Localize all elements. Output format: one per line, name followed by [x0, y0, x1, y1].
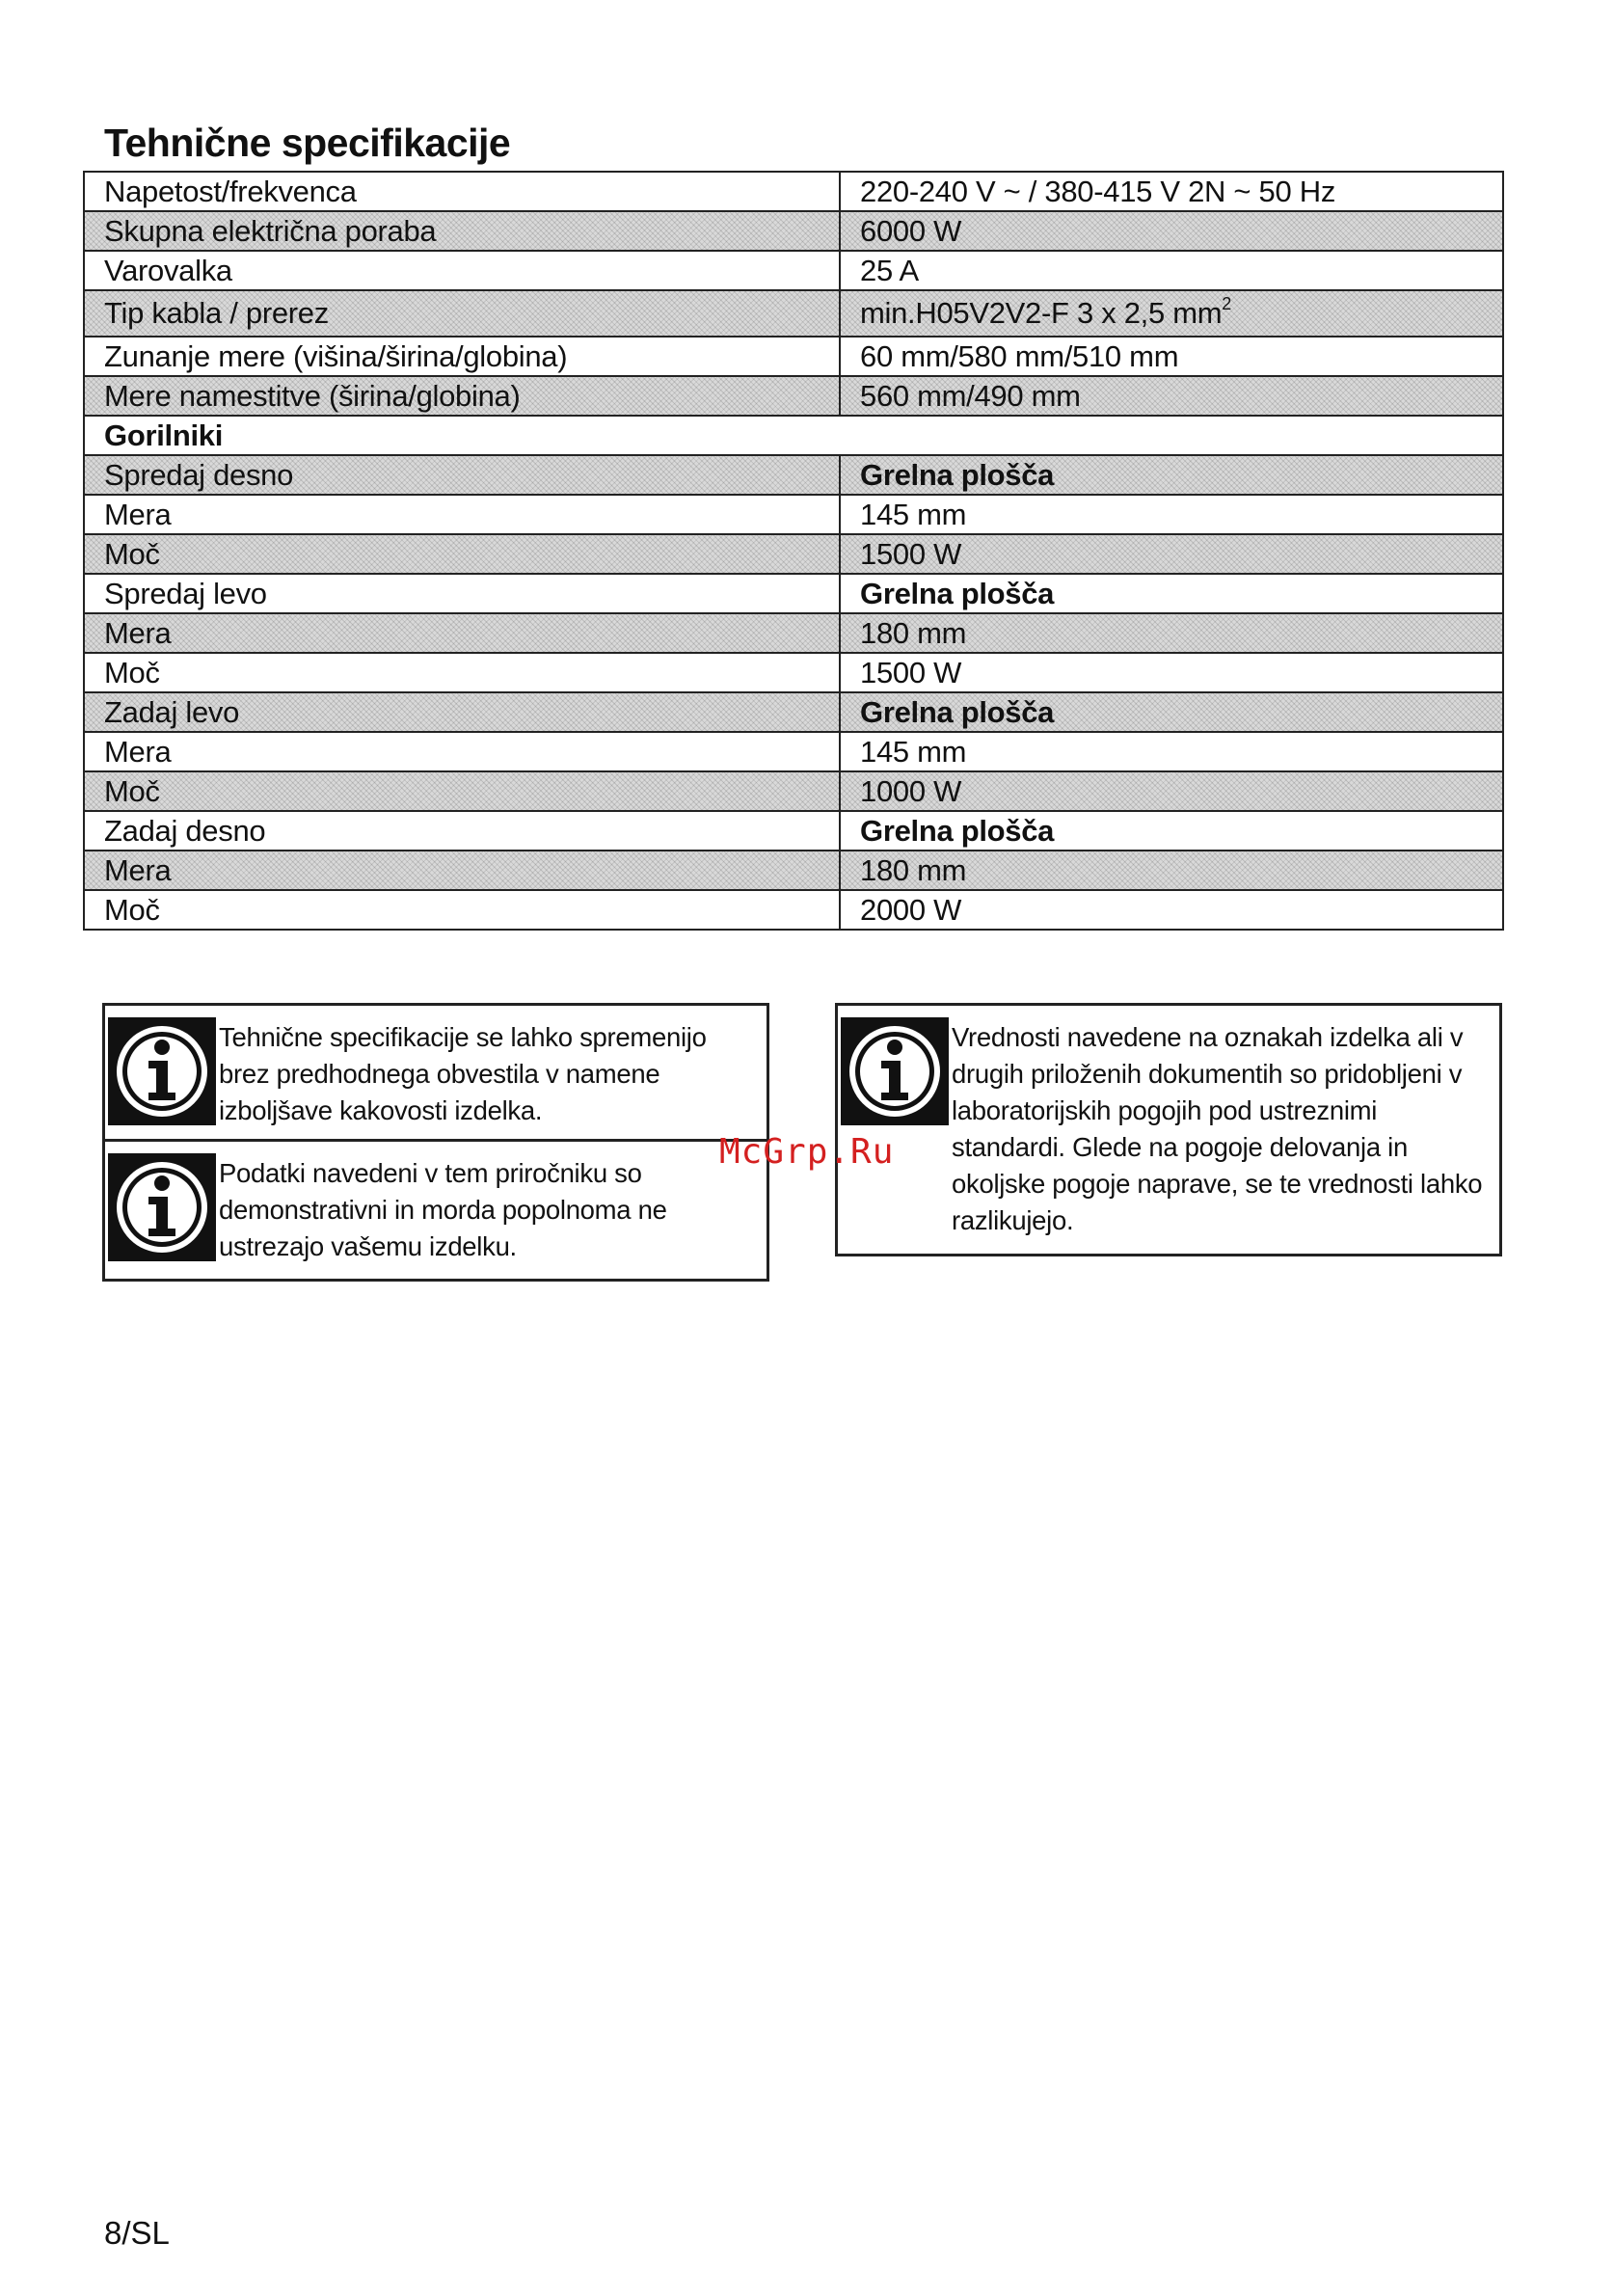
table-row [84, 771, 1503, 811]
notes-box-right [835, 1003, 1502, 1256]
burner-size: 180 mm [840, 613, 1503, 653]
table-row [84, 251, 1503, 290]
spec-label: Tip kabla / prerez [84, 290, 840, 337]
burner-position: Zadaj levo [84, 692, 840, 732]
burner-size: 145 mm [840, 732, 1503, 771]
table-row [84, 455, 1503, 495]
burner-type: Grelna plošča [840, 811, 1503, 851]
table-row [84, 574, 1503, 613]
info-icon [108, 1153, 216, 1261]
spec-value: 6000 W [840, 211, 1503, 251]
burner-type: Grelna plošča [840, 455, 1503, 495]
specifications-table [83, 171, 1504, 931]
table-row [84, 692, 1503, 732]
table-row [84, 495, 1503, 534]
burner-type: Grelna plošča [840, 692, 1503, 732]
table-row [84, 851, 1503, 890]
table-row [84, 416, 1503, 455]
burner-type: Grelna plošča [840, 574, 1503, 613]
burner-size: 145 mm [840, 495, 1503, 534]
note-item [105, 1139, 767, 1279]
note-item [838, 1006, 1499, 1239]
note-item [105, 1006, 767, 1139]
burner-position: Zadaj desno [84, 811, 840, 851]
table-row [84, 653, 1503, 692]
burner-power: 1500 W [840, 534, 1503, 574]
table-row [84, 732, 1503, 771]
spec-label: Zunanje mere (višina/širina/globina) [84, 337, 840, 376]
burner-position: Spredaj desno [84, 455, 840, 495]
page-title: Tehnične specifikacije [104, 121, 511, 165]
burner-power-label: Moč [84, 890, 840, 930]
spec-label: Skupna električna poraba [84, 211, 840, 251]
table-row [84, 811, 1503, 851]
spec-label: Varovalka [84, 251, 840, 290]
spec-value: 60 mm/580 mm/510 mm [840, 337, 1503, 376]
burner-size-label: Mera [84, 851, 840, 890]
burner-power: 2000 W [840, 890, 1503, 930]
watermark: McGrp.Ru [719, 1132, 895, 1172]
table-row [84, 172, 1503, 211]
spec-value-cable [840, 290, 1503, 337]
burner-power: 1500 W [840, 653, 1503, 692]
table-row [84, 376, 1503, 416]
table-row [84, 613, 1503, 653]
info-icon [108, 1017, 216, 1125]
note-text: Vrednosti navedene na oznakah izdelka ali v drugih priloženih dokumentih so pridobljeni v laboratorijskih pogojih pod ustreznimi standardi. Glede na pogoje delovanja in okoljske pogoje naprave, se te vrednosti lahko razlikujejo. [952, 1022, 1483, 1235]
page-number: 8/SL [104, 2215, 170, 2251]
burner-power-label: Moč [84, 534, 840, 574]
spec-value: min.H05V2V2-F 3 x 2,5 mm [860, 296, 1223, 330]
table-row [84, 337, 1503, 376]
table-row [84, 534, 1503, 574]
spec-label: Mere namestitve (širina/globina) [84, 376, 840, 416]
burner-power: 1000 W [840, 771, 1503, 811]
info-icon [841, 1017, 949, 1125]
burner-size: 180 mm [840, 851, 1503, 890]
burner-power-label: Moč [84, 771, 840, 811]
section-heading-burners: Gorilniki [84, 416, 1503, 455]
note-text: Tehnične specifikacije se lahko spremenijo brez predhodnega obvestila v namene izboljšave kakovosti izdelka. [219, 1022, 707, 1125]
burner-position: Spredaj levo [84, 574, 840, 613]
burner-size-label: Mera [84, 495, 840, 534]
superscript: 2 [1222, 294, 1231, 313]
table-row [84, 290, 1503, 337]
burner-power-label: Moč [84, 653, 840, 692]
spec-label: Napetost/frekvenca [84, 172, 840, 211]
spec-value: 25 A [840, 251, 1503, 290]
table-row [84, 890, 1503, 930]
burner-size-label: Mera [84, 613, 840, 653]
spec-value: 220-240 V ~ / 380-415 V 2N ~ 50 Hz [840, 172, 1503, 211]
burner-size-label: Mera [84, 732, 840, 771]
table-row [84, 211, 1503, 251]
note-text: Podatki navedeni v tem priročniku so demonstrativni in morda popolnoma ne ustrezajo vašemu izdelku. [219, 1158, 667, 1261]
notes-box-left [102, 1003, 769, 1282]
spec-value: 560 mm/490 mm [840, 376, 1503, 416]
